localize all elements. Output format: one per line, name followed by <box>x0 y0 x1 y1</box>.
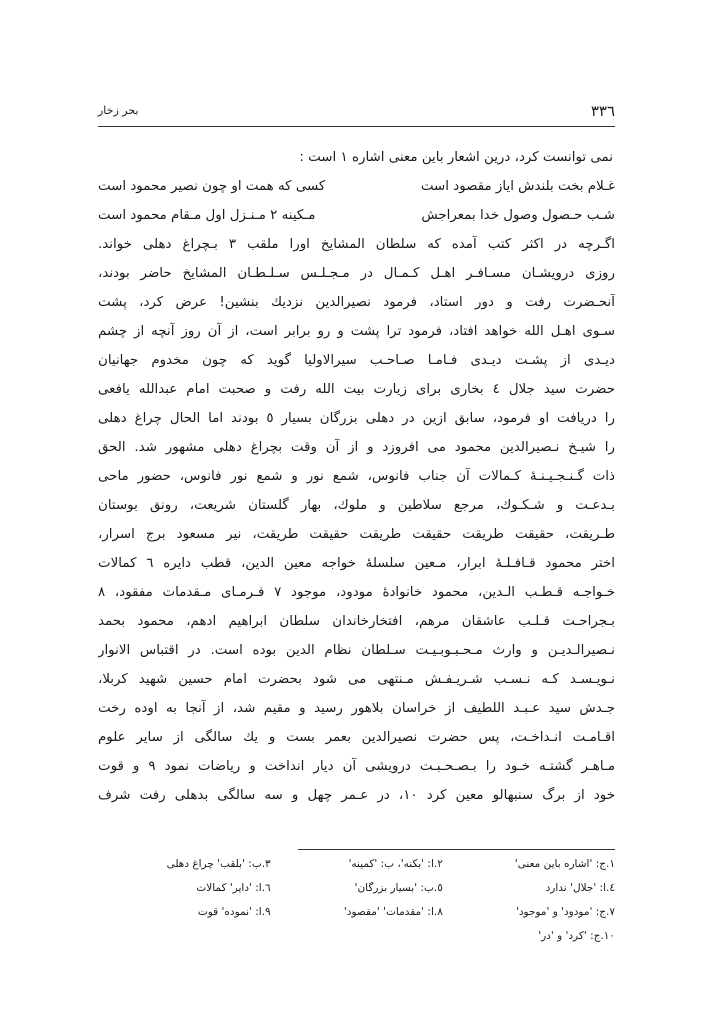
footnote-row <box>98 924 615 948</box>
running-head: بحر زخار <box>98 104 139 117</box>
text-line: نـصیرالـدیـن و وارث مـحـبـوبـیـت سـلطان نظام الدین بوده است. در اقتباس الانوار <box>98 643 615 658</box>
verse-hemistich-left: کسی که همت او چون نصیر محمود است <box>98 179 326 194</box>
footnote: ٣.ب: 'بلقب' چراغ دهلی <box>166 858 271 870</box>
text-line: روزی درویشـان مسـافـر اهـل کـمـال در مـجـلـس سـلـطـان المشایخ حاضر بودند، <box>98 266 615 281</box>
verse-hemistich-right: شـب حـصول وصول خدا بمعراجش <box>421 208 615 223</box>
text-line: نـویـسـد کـه نـسـب شـریـفـش مـنتهی می شود بحضرت امام حسین شهید کربلا، <box>98 672 615 687</box>
footnote: ٥.ب: 'بسیار بزرگان' <box>354 882 443 894</box>
text-line: بـجراحـت قـلـب عاشقان مرهم، افتخارخاندان سلطان ابراهیم ادهم، محمود بحمد <box>98 614 615 629</box>
text-line: ذات گـنـجـیـنـهٔ کـمالات آن جناب فانوس، شمع نور و شمع نور فانوس، حضور ماحی <box>98 469 615 484</box>
page-number: ٣٣٦ <box>590 102 615 120</box>
text-line: اختر محمود قـافـلـهٔ ابرار، مـعین سلسلهٔ خواجه معین الدین، قطب دایره ٦ کمالات <box>98 556 615 571</box>
footnote: ٢.ا: 'بکنه'، ب: 'کمینه' <box>348 858 443 870</box>
verse-hemistich-left: مـکینه ٢ مـنـزل اول مـقام محمود است <box>98 208 316 223</box>
footnote: ٦.ا: 'دایر' کمالات <box>196 882 271 894</box>
text-line: جـدش سید عـبـد اللطیف از خراسان بلاهور رسید و مقیم شد، از آنجا به اوده رخت <box>98 701 615 716</box>
footnote: ٩.ا: 'نموده' قوت <box>197 906 271 918</box>
intro-line: نمی توانست کرد، درین اشعار باین معنی اشاره ١ است : <box>299 150 613 165</box>
footnote-row <box>98 876 615 900</box>
text-line: سـوی اهـل الله خواهد افتاد، فرمود ترا پشت و رو برابر است، از آن روز آنچه از چشم <box>98 324 615 339</box>
page-header <box>98 98 615 124</box>
footnote-rule <box>298 849 615 850</box>
footnote: ٧.ج: 'مودود' و 'موجود' <box>515 906 615 918</box>
footnote: ٤.ا: 'جلال' ندارد <box>545 882 615 894</box>
footnote <box>99 924 271 948</box>
text-line: اگـرچه در اکثر کتب آمده که سلطان المشایخ اورا ملقب ٣ بـچراغ دهلی خواند. <box>98 237 615 252</box>
text-line: حضرت سید جلال ٤ بخاری برای زیارت بیت الله رفت و صحبت امام عبدالله یافعی <box>98 382 615 397</box>
footnote: ١.ج: 'اشاره باین معنی' <box>514 858 615 870</box>
footnote: ٨.ا: 'مقدمات' 'مقصود' <box>343 906 443 918</box>
footnote: ١٠.ج: 'کرد' و 'در' <box>538 930 615 942</box>
text-line: دیـدی از پشـت دیـدی فـامـا صـاحـب سیرالاولیا گوید که چون مخدوم جهانیان <box>98 353 615 368</box>
footnote-row <box>98 852 615 876</box>
text-line: را دریافت او فرمود، سابق ازین در دهلی بزرگان بسیار ٥ بودند اما الحال چراغ دهلی <box>98 411 615 426</box>
text-line: مـاهـر گشتـه خـود را بـصـحـبـت درویشی آن دیار انداخت و ریاضات نمود ٩ و قوت <box>98 759 615 774</box>
verse-2 <box>98 201 615 230</box>
header-rule <box>98 126 615 127</box>
main-text <box>98 143 615 810</box>
text-line: اقـامـت انـداخـت، پس حضرت نصیرالدین بعمر بست و یك سالگی از سایر علوم <box>98 730 615 745</box>
verse-1 <box>98 172 615 201</box>
text-line: طـریقت، حقیقت طریقت حقیقت طریقت حقیقت طریقت، نیر مسعود برج اسرار، <box>98 527 615 542</box>
text-line: خـواجـه قـطـب الـدین، محمود خانوادهٔ مودود، موجود ٧ فـرمـای مـقدمات مفقود، ٨ <box>98 585 615 600</box>
text-line: را شیـخ نـصیرالدین محمود می افروزد و از آن وقت بچراغ دهلی مشهور شد. الحق <box>98 440 615 455</box>
footnotes <box>98 852 615 948</box>
text-line: بـدعـت و شـکـوك، مرجع سلاطین و ملوك، بهار گلستان شریعت، رونق بوستان <box>98 498 615 513</box>
text-line: آنحـضرت رفت و دور استاد، فرمود نصیرالدین نزدیك بنشین! عرض کرد، پشت <box>98 295 615 310</box>
verse-hemistich-right: غـلام بخت بلندش ایاز مقصود است <box>420 179 615 194</box>
footnote <box>271 924 443 948</box>
footnote-row <box>98 900 615 924</box>
text-line: خود از برگ سنبهالو معین کرد ١٠، در عـمر چهل و سه سالگی بدهلی رفت شرف <box>98 788 615 803</box>
